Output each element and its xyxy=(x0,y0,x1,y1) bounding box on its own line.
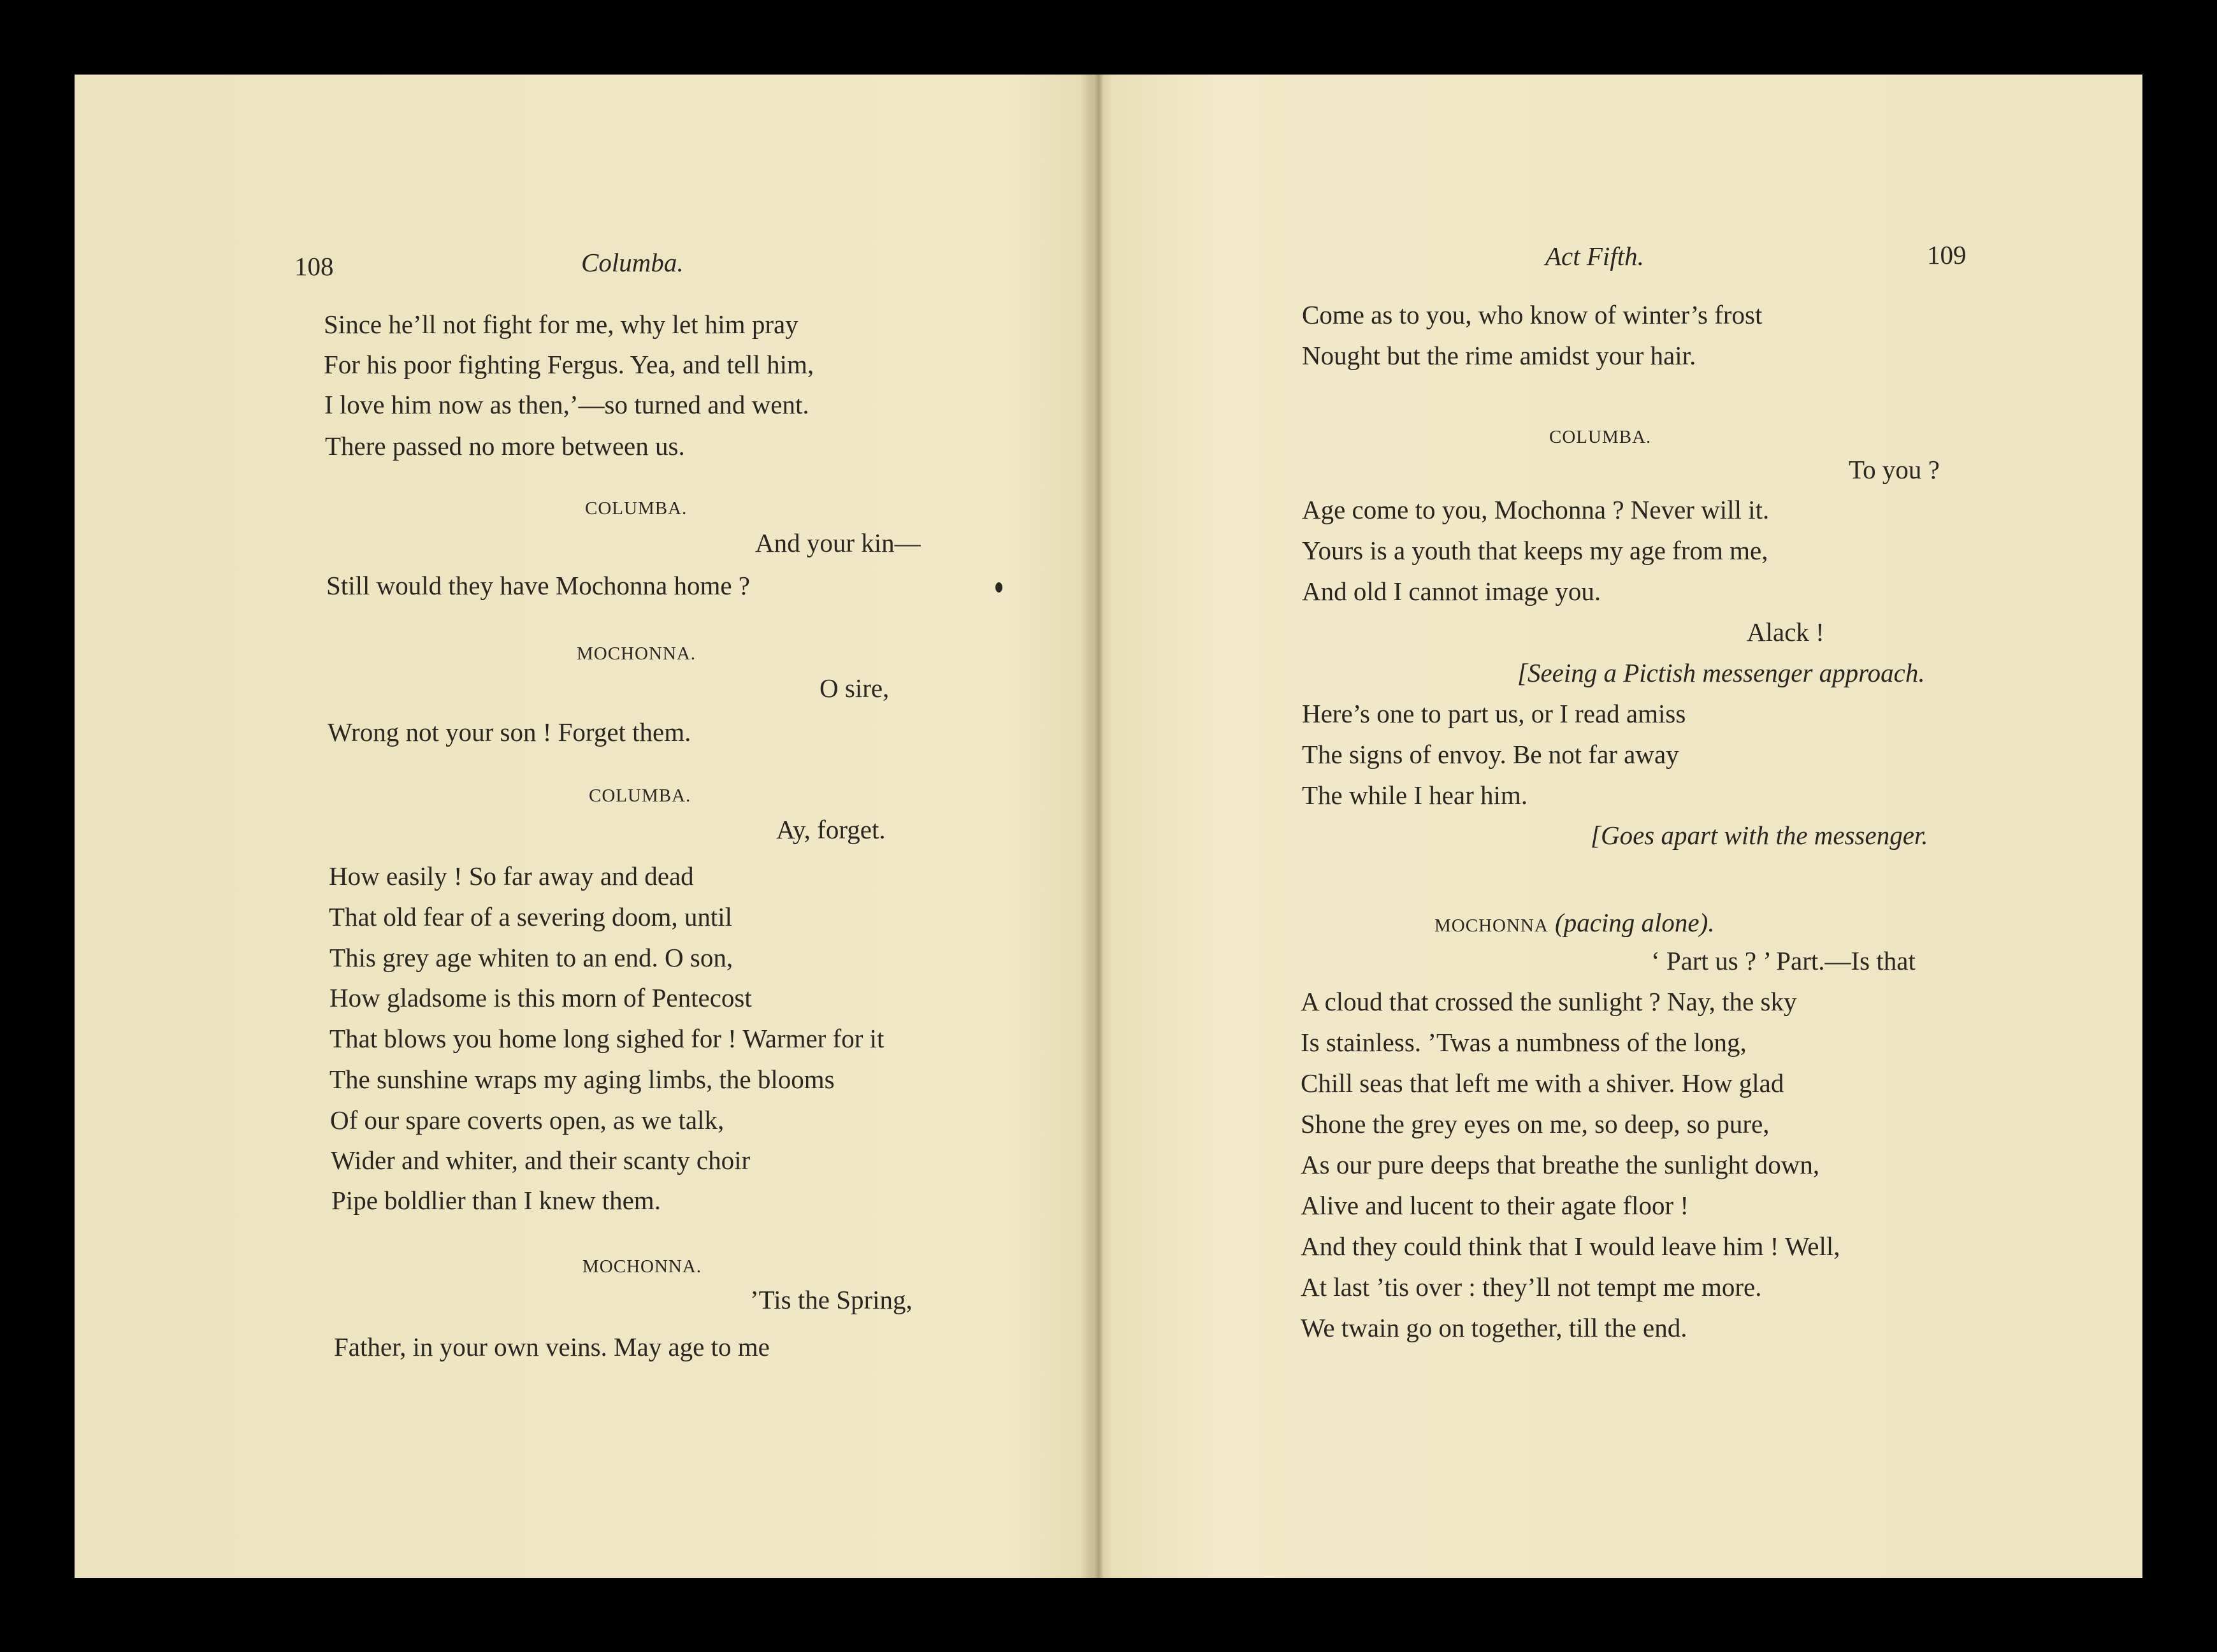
running-head: Columba. xyxy=(581,248,684,277)
verse-line: The while I hear him. xyxy=(1302,780,1528,810)
verse-line: And they could think that I would leave him ! Well, xyxy=(1301,1232,1840,1261)
verse-line: Still would they have Mochonna home ? xyxy=(326,571,750,600)
verse-line: Of our spare coverts open, as we talk, xyxy=(330,1105,725,1135)
stage-direction: [Seeing a Pictish messenger approach. xyxy=(1517,658,1925,687)
verse-line: Shone the grey eyes on me, so deep, so pure, xyxy=(1301,1109,1770,1138)
verse-line: The sunshine wraps my aging limbs, the blooms xyxy=(329,1065,835,1094)
verse-line: Wrong not your son ! Forget them. xyxy=(328,717,691,747)
verse-line: Chill seas that left me with a shiver. How glad xyxy=(1301,1068,1784,1098)
right-page xyxy=(1103,75,2142,1578)
stage-direction: (pacing alone). xyxy=(1555,908,1715,937)
verse-line: ‘ Part us ? ’ Part.—Is that xyxy=(1651,946,1916,975)
verse-line: To you ? xyxy=(1849,455,1940,484)
verse-line: And your kin— xyxy=(755,528,921,557)
speaker-name: MOCHONNA xyxy=(1434,916,1549,936)
stage-direction: [Goes apart with the messenger. xyxy=(1591,821,1928,850)
verse-line: Since he’ll not fight for me, why let him pray xyxy=(324,310,798,339)
verse-line: Age come to you, Mochonna ? Never will it. xyxy=(1302,495,1770,524)
verse-line: As our pure deeps that breathe the sunlight down, xyxy=(1301,1150,1820,1179)
verse-line: A cloud that crossed the sunlight ? Nay, the sky xyxy=(1301,987,1797,1016)
book-gutter xyxy=(1094,75,1103,1578)
verse-line: The signs of envoy. Be not far away xyxy=(1302,740,1679,769)
verse-line: That old fear of a severing doom, until xyxy=(329,902,733,931)
verse-line: That blows you home long sighed for ! Warmer for it xyxy=(329,1024,885,1053)
verse-line: Father, in your own veins. May age to me xyxy=(334,1332,770,1361)
verse-line: Come as to you, who know of winter’s frost xyxy=(1302,300,1763,329)
speaker-name: MOCHONNA. xyxy=(577,643,697,664)
verse-line: We twain go on together, till the end. xyxy=(1301,1313,1687,1342)
verse-line: This grey age whiten to an end. O son, xyxy=(329,943,733,972)
verse-line: And old I cannot image you. xyxy=(1302,577,1601,606)
page-number: 108 xyxy=(294,252,334,281)
verse-line: At last ’tis over : they’ll not tempt me more. xyxy=(1301,1272,1762,1302)
verse-line: ’Tis the Spring, xyxy=(750,1285,913,1314)
verse-line: Nought but the rime amidst your hair. xyxy=(1302,341,1696,370)
verse-line: Yours is a youth that keeps my age from me, xyxy=(1302,536,1768,565)
speaker-name: COLUMBA. xyxy=(585,498,688,519)
page-number: 109 xyxy=(1927,240,1967,269)
verse-line: Alack ! xyxy=(1747,617,1824,647)
verse-line: Is stainless. ’Twas a numbness of the long, xyxy=(1301,1028,1747,1057)
verse-line: Wider and whiter, and their scanty choir xyxy=(331,1146,751,1175)
verse-line: There passed no more between us. xyxy=(325,431,685,461)
verse-line: Here’s one to part us, or I read amiss xyxy=(1302,699,1686,728)
speaker-heading xyxy=(1434,907,1715,942)
left-page xyxy=(75,75,1094,1578)
running-head: Act Fifth. xyxy=(1545,241,1644,271)
verse-line: I love him now as then,’—so turned and went. xyxy=(324,390,809,419)
open-book-spread xyxy=(75,75,2142,1578)
speaker-name: COLUMBA. xyxy=(589,786,691,806)
verse-line: Alive and lucent to their agate floor ! xyxy=(1301,1191,1689,1220)
verse-line: Pipe boldlier than I knew them. xyxy=(331,1186,661,1215)
verse-line: Ay, forget. xyxy=(776,815,886,844)
verse-line: How gladsome is this morn of Pentecost xyxy=(329,983,752,1012)
speaker-name: MOCHONNA. xyxy=(582,1256,702,1277)
verse-line: For his poor fighting Fergus. Yea, and tell him, xyxy=(324,350,814,379)
speaker-name: COLUMBA. xyxy=(1549,427,1652,447)
ink-spot xyxy=(995,582,1002,593)
verse-line: O sire, xyxy=(820,673,890,703)
verse-line: How easily ! So far away and dead xyxy=(329,861,694,891)
